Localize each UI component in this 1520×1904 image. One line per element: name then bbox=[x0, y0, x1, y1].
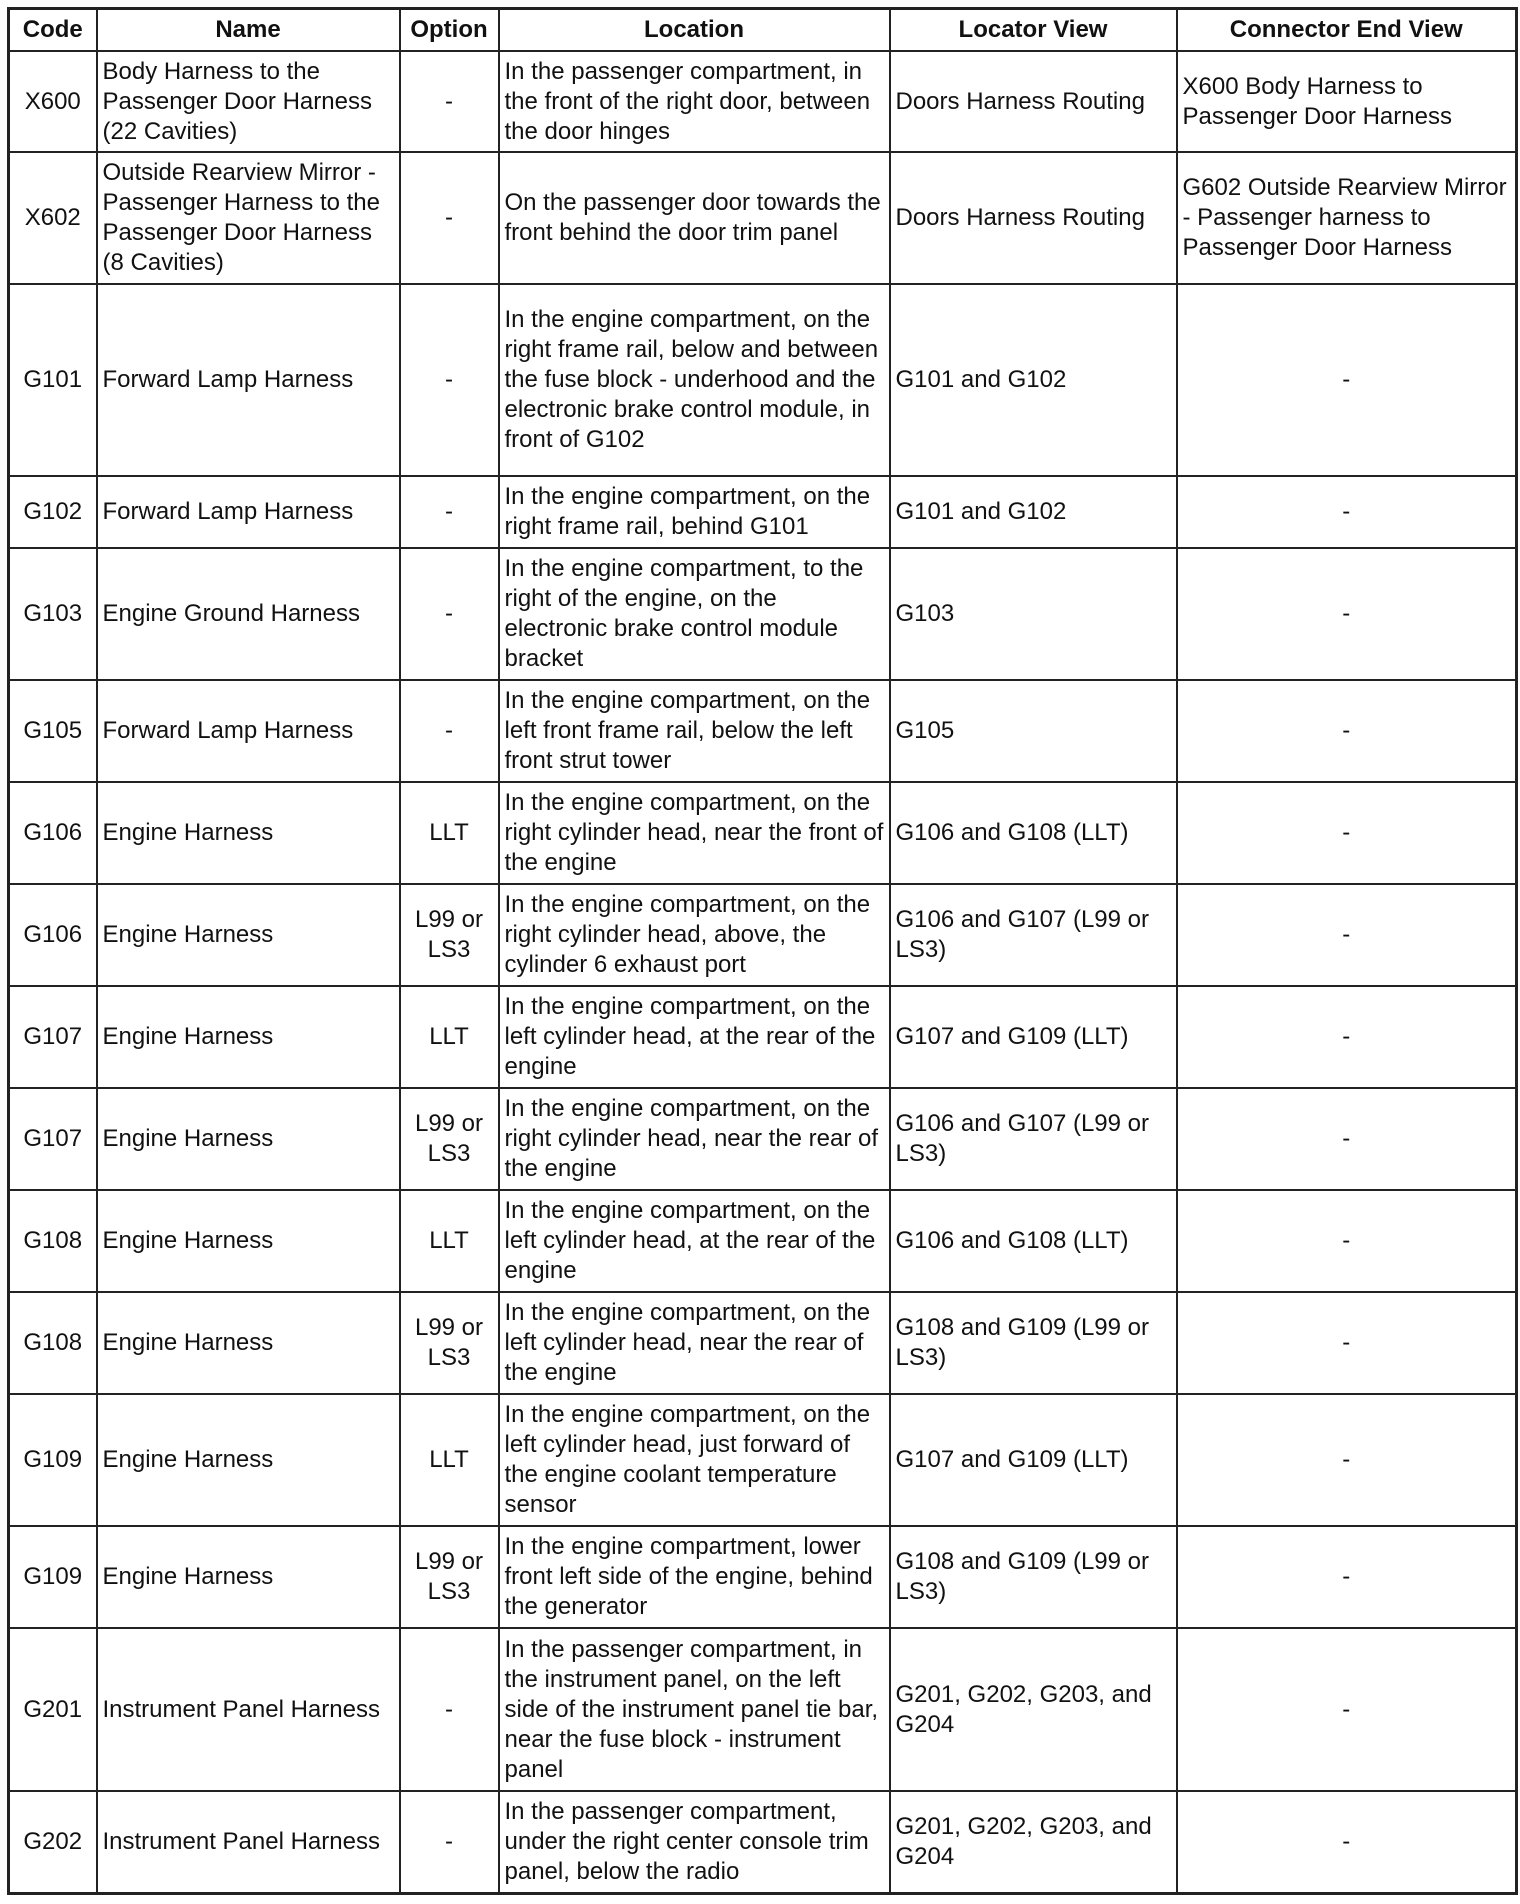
connector-location-table bbox=[7, 7, 1518, 1895]
cell-option: LLT bbox=[400, 986, 499, 1088]
cell-name: Engine Harness bbox=[97, 986, 400, 1088]
cell-location: In the engine compartment, on the left cylinder head, just forward of the engine coolant temperature sensor bbox=[499, 1394, 890, 1526]
cell-location: In the engine compartment, on the right cylinder head, near the rear of the engine bbox=[499, 1088, 890, 1190]
cell-code: G109 bbox=[9, 1394, 97, 1526]
cell-locator-view: G108 and G109 (L99 or LS3) bbox=[890, 1292, 1177, 1394]
cell-code: G202 bbox=[9, 1791, 97, 1893]
cell-locator-view: G103 bbox=[890, 548, 1177, 680]
cell-location: In the engine compartment, on the right frame rail, behind G101 bbox=[499, 476, 890, 548]
cell-connector-end-view: - bbox=[1177, 1292, 1517, 1394]
cell-locator-view: G106 and G107 (L99 or LS3) bbox=[890, 884, 1177, 986]
cell-option: - bbox=[400, 680, 499, 782]
cell-connector-end-view: - bbox=[1177, 548, 1517, 680]
cell-code: G106 bbox=[9, 884, 97, 986]
table-row bbox=[9, 1628, 1517, 1791]
cell-option: LLT bbox=[400, 1394, 499, 1526]
cell-option: - bbox=[400, 152, 499, 284]
cell-name: Forward Lamp Harness bbox=[97, 680, 400, 782]
cell-location: In the engine compartment, on the right cylinder head, near the front of the engine bbox=[499, 782, 890, 884]
cell-code: G105 bbox=[9, 680, 97, 782]
table-row bbox=[9, 548, 1517, 680]
cell-option: LLT bbox=[400, 782, 499, 884]
cell-connector-end-view: - bbox=[1177, 986, 1517, 1088]
table-row bbox=[9, 476, 1517, 548]
cell-name: Instrument Panel Harness bbox=[97, 1791, 400, 1893]
cell-name: Engine Ground Harness bbox=[97, 548, 400, 680]
cell-name: Engine Harness bbox=[97, 1088, 400, 1190]
cell-location: In the passenger compartment, in the instrument panel, on the left side of the instrument panel tie bar, near the fuse block - instrument panel bbox=[499, 1628, 890, 1791]
header-code: Code bbox=[9, 9, 97, 52]
cell-connector-end-view: - bbox=[1177, 1088, 1517, 1190]
header-row bbox=[9, 9, 1517, 52]
cell-locator-view: G106 and G107 (L99 or LS3) bbox=[890, 1088, 1177, 1190]
cell-option: - bbox=[400, 548, 499, 680]
cell-name: Body Harness to the Passenger Door Harness (22 Cavities) bbox=[97, 51, 400, 152]
cell-name: Forward Lamp Harness bbox=[97, 284, 400, 476]
cell-connector-end-view: - bbox=[1177, 1190, 1517, 1292]
cell-connector-end-view: - bbox=[1177, 1791, 1517, 1893]
cell-code: G109 bbox=[9, 1526, 97, 1628]
cell-option: L99 or LS3 bbox=[400, 884, 499, 986]
header-location: Location bbox=[499, 9, 890, 52]
cell-connector-end-view: - bbox=[1177, 476, 1517, 548]
cell-connector-end-view: - bbox=[1177, 1628, 1517, 1791]
cell-code: X602 bbox=[9, 152, 97, 284]
cell-option: L99 or LS3 bbox=[400, 1526, 499, 1628]
table-row bbox=[9, 680, 1517, 782]
cell-name: Forward Lamp Harness bbox=[97, 476, 400, 548]
table-row bbox=[9, 1791, 1517, 1893]
cell-name: Engine Harness bbox=[97, 1526, 400, 1628]
cell-location: On the passenger door towards the front behind the door trim panel bbox=[499, 152, 890, 284]
cell-code: G101 bbox=[9, 284, 97, 476]
cell-connector-end-view: - bbox=[1177, 680, 1517, 782]
cell-location: In the engine compartment, on the left cylinder head, near the rear of the engine bbox=[499, 1292, 890, 1394]
cell-connector-end-view: G602 Outside Rearview Mirror - Passenger harness to Passenger Door Harness bbox=[1177, 152, 1517, 284]
cell-code: G102 bbox=[9, 476, 97, 548]
header-locator-view: Locator View bbox=[890, 9, 1177, 52]
table-row bbox=[9, 1190, 1517, 1292]
cell-location: In the passenger compartment, in the front of the right door, between the door hinges bbox=[499, 51, 890, 152]
cell-location: In the engine compartment, on the right frame rail, below and between the fuse block - underhood and the electronic brake control module, in front of G102 bbox=[499, 284, 890, 476]
cell-locator-view: G106 and G108 (LLT) bbox=[890, 782, 1177, 884]
table-row bbox=[9, 1526, 1517, 1628]
cell-name: Outside Rearview Mirror - Passenger Harness to the Passenger Door Harness (8 Cavities) bbox=[97, 152, 400, 284]
cell-option: - bbox=[400, 1791, 499, 1893]
cell-locator-view: Doors Harness Routing bbox=[890, 51, 1177, 152]
table-row bbox=[9, 782, 1517, 884]
table-row bbox=[9, 1088, 1517, 1190]
table-row bbox=[9, 284, 1517, 476]
cell-code: G108 bbox=[9, 1190, 97, 1292]
cell-option: L99 or LS3 bbox=[400, 1292, 499, 1394]
table-row bbox=[9, 51, 1517, 152]
table-row bbox=[9, 884, 1517, 986]
cell-code: G108 bbox=[9, 1292, 97, 1394]
cell-option: - bbox=[400, 1628, 499, 1791]
cell-locator-view: G105 bbox=[890, 680, 1177, 782]
cell-code: G106 bbox=[9, 782, 97, 884]
table-body bbox=[9, 51, 1517, 1893]
cell-connector-end-view: - bbox=[1177, 1394, 1517, 1526]
header-connector-end-view: Connector End View bbox=[1177, 9, 1517, 52]
cell-connector-end-view: - bbox=[1177, 782, 1517, 884]
cell-location: In the engine compartment, on the left cylinder head, at the rear of the engine bbox=[499, 1190, 890, 1292]
cell-locator-view: G108 and G109 (L99 or LS3) bbox=[890, 1526, 1177, 1628]
cell-location: In the engine compartment, on the left cylinder head, at the rear of the engine bbox=[499, 986, 890, 1088]
cell-connector-end-view: - bbox=[1177, 1526, 1517, 1628]
cell-option: LLT bbox=[400, 1190, 499, 1292]
cell-name: Instrument Panel Harness bbox=[97, 1628, 400, 1791]
table-row bbox=[9, 152, 1517, 284]
cell-location: In the engine compartment, on the right cylinder head, above, the cylinder 6 exhaust port bbox=[499, 884, 890, 986]
cell-connector-end-view: X600 Body Harness to Passenger Door Harness bbox=[1177, 51, 1517, 152]
cell-option: - bbox=[400, 476, 499, 548]
cell-name: Engine Harness bbox=[97, 1394, 400, 1526]
cell-locator-view: G101 and G102 bbox=[890, 476, 1177, 548]
cell-locator-view: G201, G202, G203, and G204 bbox=[890, 1791, 1177, 1893]
cell-code: G201 bbox=[9, 1628, 97, 1791]
table-row bbox=[9, 986, 1517, 1088]
cell-code: G103 bbox=[9, 548, 97, 680]
cell-code: G107 bbox=[9, 986, 97, 1088]
cell-option: L99 or LS3 bbox=[400, 1088, 499, 1190]
cell-location: In the passenger compartment, under the right center console trim panel, below the radio bbox=[499, 1791, 890, 1893]
cell-name: Engine Harness bbox=[97, 1190, 400, 1292]
cell-locator-view: G201, G202, G203, and G204 bbox=[890, 1628, 1177, 1791]
table-row bbox=[9, 1292, 1517, 1394]
cell-locator-view: G101 and G102 bbox=[890, 284, 1177, 476]
cell-name: Engine Harness bbox=[97, 782, 400, 884]
cell-locator-view: G106 and G108 (LLT) bbox=[890, 1190, 1177, 1292]
cell-locator-view: G107 and G109 (LLT) bbox=[890, 1394, 1177, 1526]
table-row bbox=[9, 1394, 1517, 1526]
cell-connector-end-view: - bbox=[1177, 884, 1517, 986]
cell-location: In the engine compartment, lower front left side of the engine, behind the generator bbox=[499, 1526, 890, 1628]
cell-name: Engine Harness bbox=[97, 1292, 400, 1394]
cell-location: In the engine compartment, to the right of the engine, on the electronic brake control module bracket bbox=[499, 548, 890, 680]
cell-connector-end-view: - bbox=[1177, 284, 1517, 476]
cell-code: G107 bbox=[9, 1088, 97, 1190]
header-option: Option bbox=[400, 9, 499, 52]
cell-option: - bbox=[400, 51, 499, 152]
cell-locator-view: Doors Harness Routing bbox=[890, 152, 1177, 284]
cell-name: Engine Harness bbox=[97, 884, 400, 986]
cell-code: X600 bbox=[9, 51, 97, 152]
cell-option: - bbox=[400, 284, 499, 476]
cell-location: In the engine compartment, on the left front frame rail, below the left front strut tower bbox=[499, 680, 890, 782]
cell-locator-view: G107 and G109 (LLT) bbox=[890, 986, 1177, 1088]
header-name: Name bbox=[97, 9, 400, 52]
